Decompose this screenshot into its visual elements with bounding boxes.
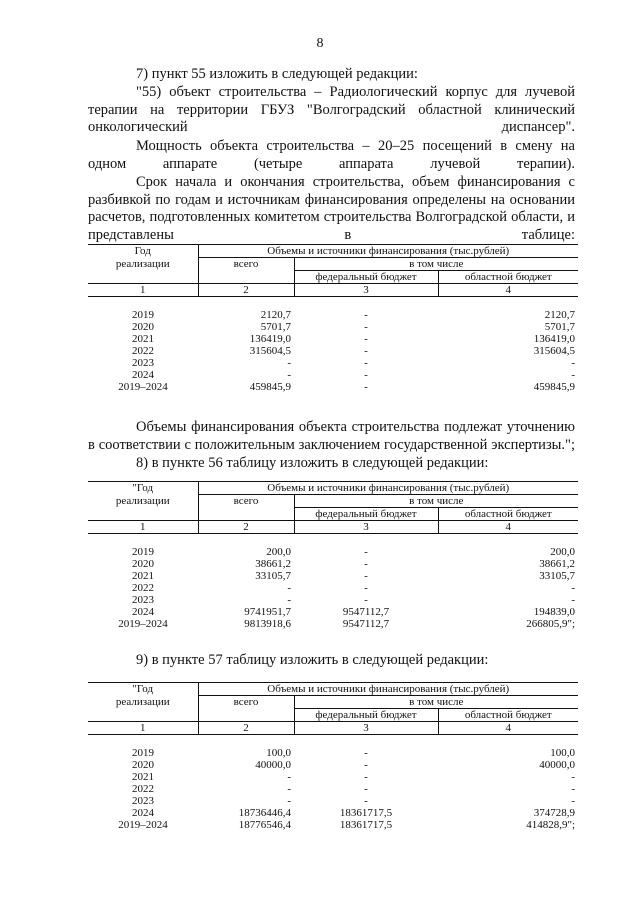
cell-year: 2019–2024 bbox=[118, 618, 168, 630]
paragraph-object-55: "55) объект строительства – Радиологический корпус для лучевой терапии на территории ГБУЗ "Волгоградский областной клинический онкологический диспансер". bbox=[88, 84, 575, 135]
financing-table-2 bbox=[88, 481, 578, 630]
cell-federal: - bbox=[364, 771, 368, 783]
cell-federal: 18361717,5 bbox=[339, 819, 393, 831]
paragraph-clarification: Объемы финансирования объекта строительства подлежат уточнению в соответствии с положительным заключением государственной экспертизы."; bbox=[88, 419, 575, 453]
cell-regional: 194839,0 bbox=[533, 606, 576, 618]
cell-federal: - bbox=[364, 759, 368, 771]
cell-year: 2019 bbox=[132, 309, 154, 321]
cell-total: - bbox=[287, 357, 291, 369]
cell-year: 2021 bbox=[132, 570, 154, 582]
column-number: 4 bbox=[438, 284, 578, 297]
table-row bbox=[88, 594, 578, 606]
cell-regional: 33105,7 bbox=[539, 570, 576, 582]
header-financing: Объемы и источники финансирования (тыс.рублей) bbox=[198, 683, 578, 696]
paragraph-schedule: Срок начала и окончания строительства, объем финансирования с разбивкой по годам и источникам финансирования определены на основании расчетов, подготовленных комитетом строительства Волгоградской области, и представлены в таблице: bbox=[88, 174, 575, 243]
cell-federal: - bbox=[364, 747, 368, 759]
cell-year: 2019 bbox=[132, 747, 154, 759]
table-row bbox=[88, 759, 578, 771]
cell-year: 2024 bbox=[132, 369, 154, 381]
table-row bbox=[88, 618, 578, 630]
header-year-sub: реализации bbox=[115, 494, 170, 507]
cell-federal: - bbox=[364, 345, 368, 357]
cell-regional: 136419,0 bbox=[533, 333, 576, 345]
header-including: в том числе bbox=[294, 495, 578, 508]
cell-federal: - bbox=[364, 309, 368, 321]
cell-federal: 18361717,5 bbox=[339, 807, 393, 819]
table-row bbox=[88, 357, 578, 369]
cell-regional: 414828,9"; bbox=[526, 819, 576, 831]
column-number: 3 bbox=[294, 284, 438, 297]
cell-total: 33105,7 bbox=[255, 570, 291, 582]
cell-year: 2020 bbox=[132, 321, 154, 333]
header-financing: Объемы и источники финансирования (тыс.рублей) bbox=[198, 482, 578, 495]
cell-federal: - bbox=[364, 333, 368, 345]
paragraph-item-8: 8) в пункте 56 таблицу изложить в следующей редакции: bbox=[136, 455, 489, 471]
column-number: 2 bbox=[198, 284, 294, 297]
page-number: 8 bbox=[316, 36, 324, 51]
table-row bbox=[88, 783, 578, 795]
financing-table-3 bbox=[88, 682, 578, 831]
cell-regional: 40000,0 bbox=[539, 759, 576, 771]
cell-total: 136419,0 bbox=[249, 333, 291, 345]
cell-federal: - bbox=[364, 321, 368, 333]
table-row bbox=[88, 747, 578, 759]
table-row bbox=[88, 771, 578, 783]
cell-year: 2019 bbox=[132, 546, 154, 558]
cell-federal: - bbox=[364, 795, 368, 807]
column-number: 4 bbox=[438, 722, 578, 735]
cell-total: - bbox=[287, 594, 291, 606]
cell-federal: - bbox=[364, 381, 368, 393]
table-row bbox=[88, 321, 578, 333]
cell-year: 2019–2024 bbox=[118, 381, 168, 393]
table-row bbox=[88, 807, 578, 819]
cell-year: 2019–2024 bbox=[118, 819, 168, 831]
table-row bbox=[88, 333, 578, 345]
column-number: 1 bbox=[140, 284, 146, 296]
cell-total: - bbox=[287, 795, 291, 807]
cell-federal: - bbox=[364, 357, 368, 369]
header-year-sub: реализации bbox=[115, 257, 170, 270]
table-row bbox=[88, 546, 578, 558]
header-year: Год bbox=[134, 245, 151, 257]
table-row bbox=[88, 570, 578, 582]
cell-total: 315604,5 bbox=[249, 345, 291, 357]
header-including: в том числе bbox=[294, 696, 578, 709]
cell-regional: 200,0 bbox=[550, 546, 576, 558]
cell-total: - bbox=[287, 582, 291, 594]
header-total: всего bbox=[198, 495, 294, 508]
cell-regional: - bbox=[571, 369, 576, 381]
cell-federal: - bbox=[364, 558, 368, 570]
table-row bbox=[88, 309, 578, 321]
cell-year: 2023 bbox=[132, 795, 154, 807]
cell-regional: 374728,9 bbox=[533, 807, 576, 819]
header-total: всего bbox=[198, 696, 294, 709]
cell-regional: 459845,9 bbox=[533, 381, 576, 393]
header-year: "Год bbox=[132, 482, 154, 494]
cell-year: 2023 bbox=[132, 594, 154, 606]
cell-total: - bbox=[287, 783, 291, 795]
cell-federal: 9547112,7 bbox=[342, 606, 390, 618]
cell-federal: - bbox=[364, 783, 368, 795]
table-row bbox=[88, 819, 578, 831]
cell-federal: 9547112,7 bbox=[342, 618, 390, 630]
column-number: 3 bbox=[294, 521, 438, 534]
cell-regional: - bbox=[571, 795, 576, 807]
cell-regional: 100,0 bbox=[550, 747, 576, 759]
cell-year: 2020 bbox=[132, 759, 154, 771]
cell-total: 200,0 bbox=[266, 546, 291, 558]
cell-total: 2120,7 bbox=[260, 309, 291, 321]
cell-year: 2024 bbox=[132, 606, 154, 618]
cell-year: 2020 bbox=[132, 558, 154, 570]
cell-total: 459845,9 bbox=[249, 381, 291, 393]
table-row bbox=[88, 582, 578, 594]
cell-total: 5701,7 bbox=[260, 321, 291, 333]
cell-regional: - bbox=[571, 357, 576, 369]
paragraph-item-7: 7) пункт 55 изложить в следующей редакции: bbox=[136, 66, 418, 82]
column-number: 2 bbox=[198, 521, 294, 534]
header-federal: федеральный бюджет bbox=[294, 508, 438, 521]
cell-regional: 266805,9"; bbox=[526, 618, 576, 630]
column-number: 2 bbox=[198, 722, 294, 735]
cell-total: 9741951,7 bbox=[244, 606, 291, 618]
cell-total: 40000,0 bbox=[255, 759, 291, 771]
paragraph-item-9: 9) в пункте 57 таблицу изложить в следующей редакции: bbox=[136, 652, 489, 668]
cell-total: 100,0 bbox=[266, 747, 291, 759]
cell-federal: - bbox=[364, 369, 368, 381]
table-row bbox=[88, 795, 578, 807]
header-regional: областной бюджет bbox=[438, 709, 578, 722]
column-number: 3 bbox=[294, 722, 438, 735]
header-federal: федеральный бюджет bbox=[294, 271, 438, 284]
cell-regional: 2120,7 bbox=[544, 309, 576, 321]
header-total: всего bbox=[198, 258, 294, 271]
cell-regional: - bbox=[571, 582, 576, 594]
header-year: "Год bbox=[132, 683, 154, 695]
cell-regional: - bbox=[571, 771, 576, 783]
column-number: 1 bbox=[140, 722, 146, 734]
cell-year: 2022 bbox=[132, 345, 154, 357]
cell-total: - bbox=[287, 369, 291, 381]
header-year-sub: реализации bbox=[115, 695, 170, 708]
header-financing: Объемы и источники финансирования (тыс.рублей) bbox=[198, 245, 578, 258]
cell-year: 2022 bbox=[132, 582, 154, 594]
cell-total: 38661,2 bbox=[255, 558, 291, 570]
cell-year: 2024 bbox=[132, 807, 154, 819]
cell-year: 2023 bbox=[132, 357, 154, 369]
cell-federal: - bbox=[364, 570, 368, 582]
cell-regional: 38661,2 bbox=[539, 558, 576, 570]
cell-total: 18776546,4 bbox=[238, 819, 291, 831]
cell-regional: - bbox=[571, 783, 576, 795]
table-row bbox=[88, 606, 578, 618]
cell-federal: - bbox=[364, 546, 368, 558]
cell-year: 2022 bbox=[132, 783, 154, 795]
cell-federal: - bbox=[364, 582, 368, 594]
table-row bbox=[88, 345, 578, 357]
cell-total: - bbox=[287, 771, 291, 783]
column-number: 4 bbox=[438, 521, 578, 534]
table-row bbox=[88, 558, 578, 570]
cell-total: 9813918,6 bbox=[244, 618, 291, 630]
cell-regional: 315604,5 bbox=[533, 345, 576, 357]
cell-year: 2021 bbox=[132, 333, 154, 345]
financing-table-1 bbox=[88, 244, 578, 393]
cell-federal: - bbox=[364, 594, 368, 606]
cell-regional: 5701,7 bbox=[544, 321, 576, 333]
header-regional: областной бюджет bbox=[438, 508, 578, 521]
table-row bbox=[88, 381, 578, 393]
header-including: в том числе bbox=[294, 258, 578, 271]
cell-regional: - bbox=[571, 594, 576, 606]
cell-year: 2021 bbox=[132, 771, 154, 783]
header-federal: федеральный бюджет bbox=[294, 709, 438, 722]
header-regional: областной бюджет bbox=[438, 271, 578, 284]
table-row bbox=[88, 369, 578, 381]
paragraph-capacity: Мощность объекта строительства – 20–25 посещений в смену на одном аппарате (четыре аппарата лучевой терапии). bbox=[88, 138, 575, 172]
column-number: 1 bbox=[140, 521, 146, 533]
cell-total: 18736446,4 bbox=[238, 807, 291, 819]
